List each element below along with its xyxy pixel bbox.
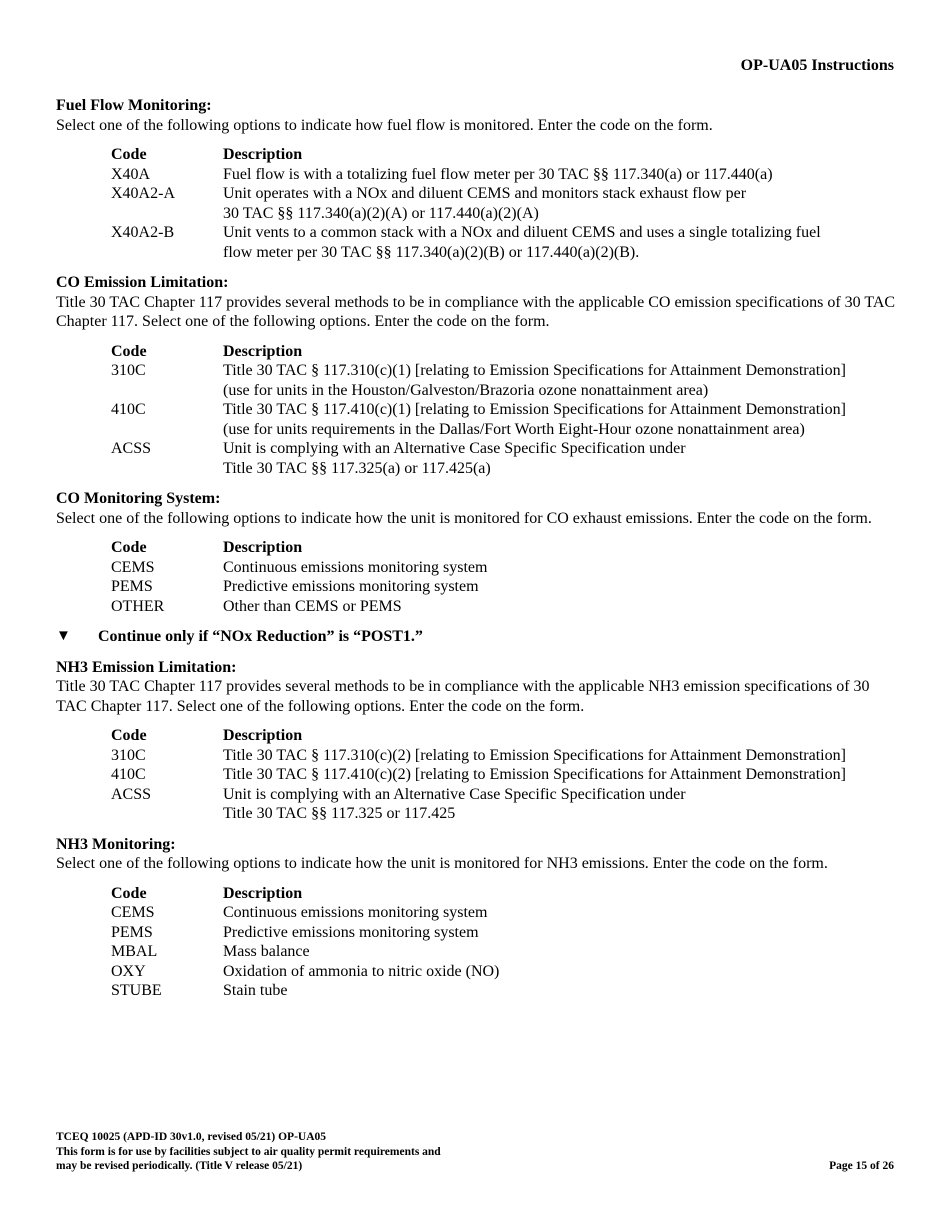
code-table-row [111,439,896,478]
code-description [223,981,896,1001]
description-line: Continuous emissions monitoring system [223,904,488,921]
code-section [56,96,896,262]
code-value: X40A2-B [111,224,175,241]
section-title: NH3 Monitoring: [56,835,176,853]
code-description [223,785,896,824]
code-section [56,273,896,478]
column-header-description: Description [223,539,303,556]
description-line: 30 TAC §§ 117.340(a)(2)(A) or 117.440(a)(2)(A) [223,204,539,222]
code-table-row [111,962,896,982]
description-line: Unit is complying with an Alternative Case Specific Specification under [223,440,686,457]
code-table-row [111,942,896,962]
description-line: Unit operates with a NOx and diluent CEMS and monitors stack exhaust flow per [223,185,747,202]
code-value: 410C [111,766,146,783]
code-description [223,361,896,400]
code-table [111,884,896,1001]
code-table [111,145,896,262]
column-header-code: Code [111,146,147,163]
code-value: X40A [111,165,151,183]
code-description [223,765,896,785]
code-table-header [111,145,896,165]
page-number: Page 15 of 26 [829,1160,894,1172]
description-line: (use for units in the Houston/Galveston/Brazoria ozone nonattainment area) [223,381,709,399]
description-line: Title 30 TAC § 117.310(c)(1) [relating to Emission Specifications for Attainment Demonstration] [223,362,846,379]
code-section [56,489,896,616]
code-value: ACSS [111,440,152,457]
column-header-description: Description [223,727,303,744]
code-description [223,558,896,578]
code-description [223,942,896,962]
footer-line: may be revised periodically. (Title V release 05/21) [56,1160,303,1172]
section-intro: Title 30 TAC Chapter 117 provides several methods to be in compliance with the applicable NH3 emission specifications of 30 TAC Chapter 117. Select one of the following options. Enter the code on the form. [56,678,870,715]
description-line: Mass balance [223,943,310,960]
sections-group-2 [56,658,896,1001]
page-content [56,96,896,1012]
code-description [223,400,896,439]
code-table-row [111,903,896,923]
code-description [223,903,896,923]
code-description [223,165,896,185]
code-description [223,962,896,982]
section-title: NH3 Emission Limitation: [56,658,237,676]
description-line: Continuous emissions monitoring system [223,558,488,576]
code-table [111,342,896,479]
code-description [223,223,896,262]
page-header-title: OP-UA05 Instructions [740,57,894,74]
description-line: Stain tube [223,982,288,999]
code-value: 310C [111,362,146,379]
description-line: Fuel flow is with a totalizing fuel flow meter per 30 TAC §§ 117.340(a) or 117.440(a) [223,165,773,183]
description-line: flow meter per 30 TAC §§ 117.340(a)(2)(B) or 117.440(a)(2)(B). [223,243,640,261]
code-value: OTHER [111,597,165,615]
code-table-row [111,400,896,439]
code-table-row [111,981,896,1001]
code-table [111,726,896,824]
description-line: Title 30 TAC § 117.310(c)(2) [relating to Emission Specifications for Attainment Demonstration] [223,746,846,764]
description-line: Title 30 TAC § 117.410(c)(2) [relating to Emission Specifications for Attainment Demonstration] [223,766,846,783]
footer-form-info [56,1130,441,1174]
code-value: MBAL [111,943,158,960]
sections-group-1 [56,96,896,616]
code-table-row [111,184,896,223]
code-value: 310C [111,746,146,764]
description-line: Oxidation of ammonia to nitric oxide (NO) [223,962,500,980]
description-line: Title 30 TAC §§ 117.325(a) or 117.425(a) [223,459,491,477]
code-table-header [111,884,896,904]
code-description [223,577,896,597]
code-description [223,746,896,766]
code-section [56,658,896,824]
code-section [56,835,896,1001]
code-table-row [111,746,896,766]
code-table-row [111,597,896,617]
code-table-row [111,577,896,597]
column-header-description: Description [223,146,303,163]
code-value: CEMS [111,558,155,576]
code-table-header [111,538,896,558]
description-line: Unit is complying with an Alternative Case Specific Specification under [223,785,686,803]
column-header-description: Description [223,342,303,360]
code-value: PEMS [111,578,153,595]
footer-line: This form is for use by facilities subject to air quality permit requirements and [56,1145,441,1158]
code-value: OXY [111,962,146,980]
code-table-row [111,223,896,262]
section-title: CO Emission Limitation: [56,274,229,291]
description-line: Predictive emissions monitoring system [223,923,479,941]
column-header-description: Description [223,884,303,902]
continue-note [56,627,896,647]
code-table-row [111,923,896,943]
section-intro: Select one of the following options to indicate how the unit is monitored for NH3 emissions. Enter the code on the form. [56,855,828,872]
code-description [223,923,896,943]
code-table-row [111,165,896,185]
code-value: X40A2-A [111,185,175,202]
continue-note-text: Continue only if “NOx Reduction” is “POST1.” [98,628,423,645]
description-line: Unit vents to a common stack with a NOx and diluent CEMS and uses a single totalizing fuel [223,224,821,241]
column-header-code: Code [111,727,147,744]
description-line: Other than CEMS or PEMS [223,597,402,615]
code-table-header [111,726,896,746]
code-table-row [111,558,896,578]
footer-line: TCEQ 10025 (APD-ID 30v1.0, revised 05/21) OP-UA05 [56,1131,327,1143]
code-value: STUBE [111,982,162,999]
code-table-row [111,785,896,824]
section-intro: Select one of the following options to indicate how the unit is monitored for CO exhaust emissions. Enter the code on the form. [56,509,872,527]
triangle-down-icon: ▼ [56,628,71,644]
section-intro: Title 30 TAC Chapter 117 provides several methods to be in compliance with the applicable CO emission specifications of 30 TAC Chapter 117. Select one of the following options. Enter the code on the form. [56,293,896,330]
section-title: Fuel Flow Monitoring: [56,97,212,114]
code-description [223,597,896,617]
code-value: ACSS [111,785,152,803]
description-line: Title 30 TAC §§ 117.325 or 117.425 [223,805,456,822]
code-value: PEMS [111,923,153,941]
code-description [223,184,896,223]
code-table-row [111,765,896,785]
section-intro: Select one of the following options to indicate how fuel flow is monitored. Enter the code on the form. [56,116,713,134]
column-header-code: Code [111,342,147,360]
code-table-header [111,342,896,362]
column-header-code: Code [111,539,147,556]
description-line: Predictive emissions monitoring system [223,578,479,595]
code-value: 410C [111,401,146,418]
code-table [111,538,896,616]
section-title: CO Monitoring System: [56,490,221,507]
code-table-row [111,361,896,400]
description-line: Title 30 TAC § 117.410(c)(1) [relating to Emission Specifications for Attainment Demonstration] [223,401,846,418]
code-value: CEMS [111,904,155,921]
column-header-code: Code [111,884,147,902]
code-description [223,439,896,478]
description-line: (use for units requirements in the Dallas/Fort Worth Eight-Hour ozone nonattainment area) [223,420,805,438]
